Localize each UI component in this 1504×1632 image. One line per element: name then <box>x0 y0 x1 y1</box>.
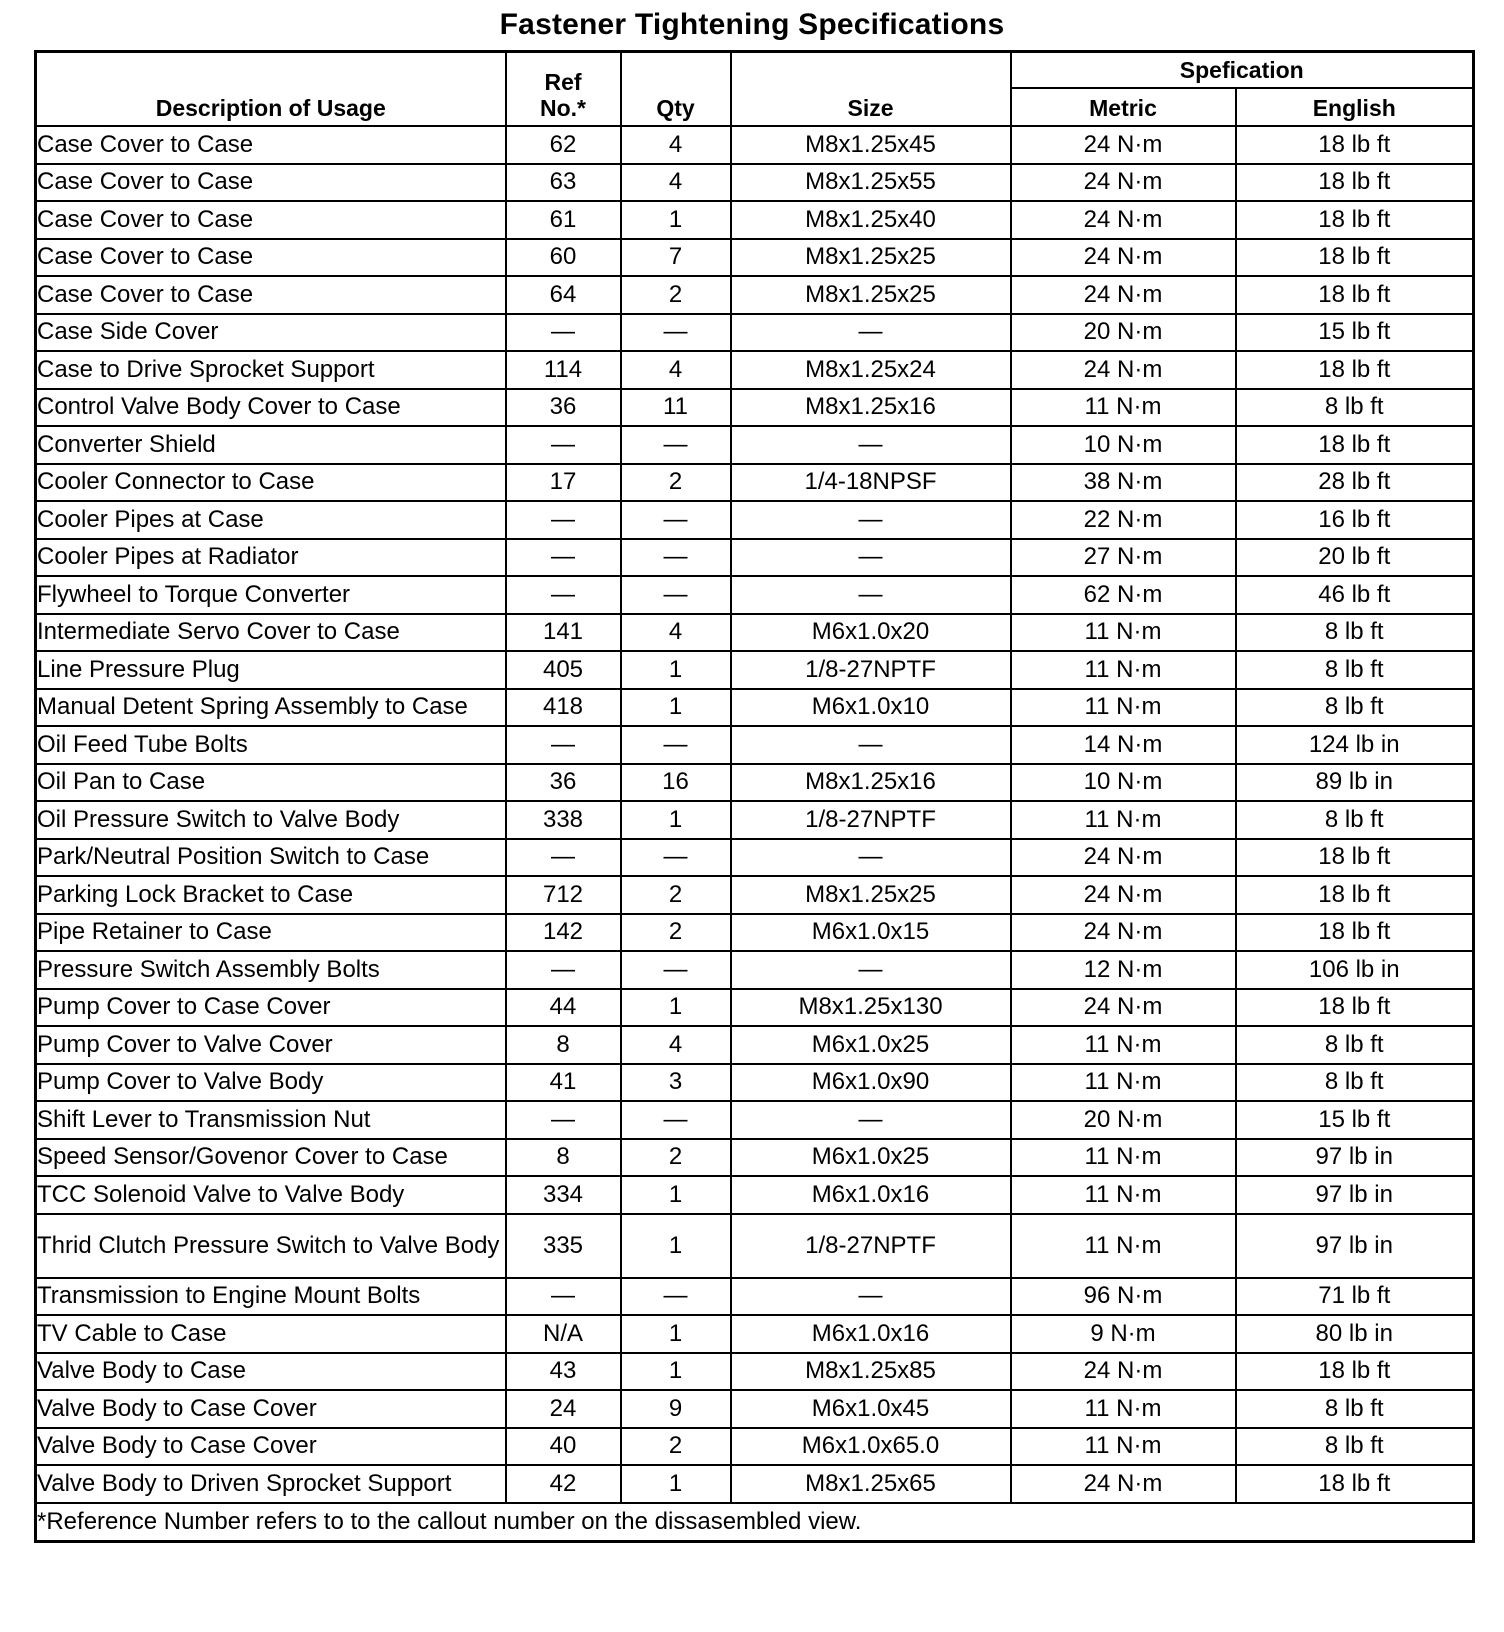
table-row <box>36 576 1474 614</box>
cell-english: 18 lb ft <box>1236 914 1474 952</box>
cell-size: M8x1.25x25 <box>731 876 1011 914</box>
table-row <box>36 1139 1474 1177</box>
cell-qty: 3 <box>621 1064 731 1102</box>
cell-size: M8x1.25x25 <box>731 239 1011 277</box>
cell-qty: 1 <box>621 1214 731 1278</box>
header-english: English <box>1236 88 1474 126</box>
cell-qty: — <box>621 839 731 877</box>
cell-qty: 1 <box>621 989 731 1027</box>
table-row <box>36 1101 1474 1139</box>
cell-english: 15 lb ft <box>1236 314 1474 352</box>
cell-metric: 24 N·m <box>1011 351 1236 389</box>
cell-description: Valve Body to Case Cover <box>36 1390 506 1428</box>
cell-english: 89 lb in <box>1236 764 1474 802</box>
cell-metric: 11 N·m <box>1011 1390 1236 1428</box>
cell-size: — <box>731 539 1011 577</box>
cell-size: — <box>731 1101 1011 1139</box>
cell-qty: 1 <box>621 1176 731 1214</box>
cell-qty: 2 <box>621 464 731 502</box>
footnote-row <box>36 1503 1474 1542</box>
cell-size: — <box>731 839 1011 877</box>
cell-ref-no: 63 <box>506 164 621 202</box>
cell-ref-no: 405 <box>506 651 621 689</box>
cell-ref-no: 61 <box>506 201 621 239</box>
cell-size: M8x1.25x16 <box>731 764 1011 802</box>
cell-ref-no: 41 <box>506 1064 621 1102</box>
cell-ref-no: 338 <box>506 801 621 839</box>
cell-english: 106 lb in <box>1236 951 1474 989</box>
cell-qty: 1 <box>621 1315 731 1353</box>
cell-metric: 11 N·m <box>1011 1026 1236 1064</box>
table-row <box>36 239 1474 277</box>
table-row <box>36 876 1474 914</box>
cell-english: 8 lb ft <box>1236 614 1474 652</box>
cell-metric: 22 N·m <box>1011 501 1236 539</box>
cell-size: M8x1.25x65 <box>731 1465 1011 1503</box>
cell-metric: 11 N·m <box>1011 614 1236 652</box>
cell-ref-no: — <box>506 1101 621 1139</box>
table-row <box>36 1026 1474 1064</box>
cell-english: 97 lb in <box>1236 1214 1474 1278</box>
table-row <box>36 1176 1474 1214</box>
cell-size: M6x1.0x10 <box>731 689 1011 727</box>
cell-size: 1/8-27NPTF <box>731 1214 1011 1278</box>
table-row <box>36 1278 1474 1316</box>
cell-english: 18 lb ft <box>1236 239 1474 277</box>
cell-ref-no: 62 <box>506 126 621 164</box>
table-row <box>36 351 1474 389</box>
cell-qty: — <box>621 426 731 464</box>
cell-metric: 11 N·m <box>1011 389 1236 427</box>
cell-english: 18 lb ft <box>1236 989 1474 1027</box>
cell-english: 28 lb ft <box>1236 464 1474 502</box>
cell-ref-no: 64 <box>506 276 621 314</box>
cell-ref-no: 17 <box>506 464 621 502</box>
cell-english: 18 lb ft <box>1236 276 1474 314</box>
cell-size: M6x1.0x90 <box>731 1064 1011 1102</box>
cell-description: TV Cable to Case <box>36 1315 506 1353</box>
cell-english: 124 lb in <box>1236 726 1474 764</box>
page-title: Fastener Tightening Specifications <box>499 8 1005 41</box>
cell-ref-no: — <box>506 426 621 464</box>
cell-description: Case Cover to Case <box>36 239 506 277</box>
table-row <box>36 126 1474 164</box>
cell-ref-no: 712 <box>506 876 621 914</box>
cell-metric: 9 N·m <box>1011 1315 1236 1353</box>
cell-description: Oil Pressure Switch to Valve Body <box>36 801 506 839</box>
cell-description: Oil Pan to Case <box>36 764 506 802</box>
cell-description: Case Cover to Case <box>36 201 506 239</box>
cell-qty: 2 <box>621 1428 731 1466</box>
cell-metric: 96 N·m <box>1011 1278 1236 1316</box>
cell-metric: 12 N·m <box>1011 951 1236 989</box>
cell-qty: — <box>621 501 731 539</box>
header-ref-no <box>506 52 621 127</box>
cell-metric: 11 N·m <box>1011 1428 1236 1466</box>
cell-qty: — <box>621 576 731 614</box>
cell-english: 18 lb ft <box>1236 1465 1474 1503</box>
cell-ref-no: 334 <box>506 1176 621 1214</box>
cell-size: M6x1.0x15 <box>731 914 1011 952</box>
cell-description: Case Cover to Case <box>36 164 506 202</box>
cell-ref-no: — <box>506 839 621 877</box>
cell-ref-no: — <box>506 539 621 577</box>
table-row <box>36 314 1474 352</box>
cell-description: Valve Body to Case <box>36 1353 506 1391</box>
cell-metric: 27 N·m <box>1011 539 1236 577</box>
cell-ref-no: 43 <box>506 1353 621 1391</box>
cell-ref-no: N/A <box>506 1315 621 1353</box>
cell-ref-no: — <box>506 314 621 352</box>
cell-size: — <box>731 951 1011 989</box>
footnote: *Reference Number refers to to the callout number on the dissasembled view. <box>36 1503 1474 1542</box>
table-footer <box>36 1503 1474 1542</box>
cell-metric: 24 N·m <box>1011 914 1236 952</box>
header-metric: Metric <box>1011 88 1236 126</box>
cell-size: M8x1.25x25 <box>731 276 1011 314</box>
table-row <box>36 1428 1474 1466</box>
cell-qty: 4 <box>621 614 731 652</box>
cell-size: M8x1.25x45 <box>731 126 1011 164</box>
cell-english: 18 lb ft <box>1236 164 1474 202</box>
cell-metric: 24 N·m <box>1011 126 1236 164</box>
cell-qty: 4 <box>621 126 731 164</box>
cell-metric: 20 N·m <box>1011 314 1236 352</box>
cell-ref-no: — <box>506 1278 621 1316</box>
cell-metric: 24 N·m <box>1011 876 1236 914</box>
cell-qty: 7 <box>621 239 731 277</box>
cell-size: M6x1.0x25 <box>731 1139 1011 1177</box>
cell-metric: 11 N·m <box>1011 801 1236 839</box>
cell-ref-no: 36 <box>506 389 621 427</box>
header-qty: Qty <box>621 52 731 127</box>
cell-metric: 11 N·m <box>1011 1214 1236 1278</box>
table-row <box>36 1064 1474 1102</box>
cell-size: M6x1.0x25 <box>731 1026 1011 1064</box>
table-row <box>36 276 1474 314</box>
cell-metric: 10 N·m <box>1011 426 1236 464</box>
cell-description: Pressure Switch Assembly Bolts <box>36 951 506 989</box>
cell-size: — <box>731 576 1011 614</box>
cell-qty: 2 <box>621 876 731 914</box>
cell-metric: 24 N·m <box>1011 276 1236 314</box>
cell-qty: 9 <box>621 1390 731 1428</box>
cell-description: Shift Lever to Transmission Nut <box>36 1101 506 1139</box>
table-header <box>36 52 1474 127</box>
cell-ref-no: 36 <box>506 764 621 802</box>
cell-english: 15 lb ft <box>1236 1101 1474 1139</box>
cell-description: Cooler Pipes at Case <box>36 501 506 539</box>
cell-english: 8 lb ft <box>1236 389 1474 427</box>
cell-description: Cooler Pipes at Radiator <box>36 539 506 577</box>
cell-size: M8x1.25x55 <box>731 164 1011 202</box>
table-row <box>36 1214 1474 1278</box>
cell-metric: 24 N·m <box>1011 201 1236 239</box>
table-body <box>36 126 1474 1503</box>
cell-size: — <box>731 1278 1011 1316</box>
cell-qty: 4 <box>621 351 731 389</box>
cell-size: 1/8-27NPTF <box>731 801 1011 839</box>
cell-description: Thrid Clutch Pressure Switch to Valve Body <box>36 1214 506 1278</box>
cell-qty: — <box>621 539 731 577</box>
cell-english: 8 lb ft <box>1236 1026 1474 1064</box>
cell-english: 97 lb in <box>1236 1176 1474 1214</box>
cell-metric: 24 N·m <box>1011 839 1236 877</box>
cell-ref-no: 44 <box>506 989 621 1027</box>
cell-ref-no: — <box>506 501 621 539</box>
cell-description: Transmission to Engine Mount Bolts <box>36 1278 506 1316</box>
cell-size: — <box>731 726 1011 764</box>
table-row <box>36 539 1474 577</box>
header-ref-line1: Ref <box>544 69 582 95</box>
cell-size: — <box>731 501 1011 539</box>
cell-description: Valve Body to Driven Sprocket Support <box>36 1465 506 1503</box>
cell-qty: 1 <box>621 201 731 239</box>
cell-description: Line Pressure Plug <box>36 651 506 689</box>
cell-qty: — <box>621 951 731 989</box>
table-row <box>36 914 1474 952</box>
cell-description: Valve Body to Case Cover <box>36 1428 506 1466</box>
table-row <box>36 164 1474 202</box>
cell-ref-no: 141 <box>506 614 621 652</box>
table-row <box>36 989 1474 1027</box>
cell-description: Pump Cover to Valve Cover <box>36 1026 506 1064</box>
cell-description: Converter Shield <box>36 426 506 464</box>
cell-size: 1/4-18NPSF <box>731 464 1011 502</box>
cell-metric: 10 N·m <box>1011 764 1236 802</box>
cell-metric: 38 N·m <box>1011 464 1236 502</box>
cell-description: Manual Detent Spring Assembly to Case <box>36 689 506 727</box>
cell-english: 8 lb ft <box>1236 1064 1474 1102</box>
cell-size: — <box>731 426 1011 464</box>
cell-ref-no: 42 <box>506 1465 621 1503</box>
cell-description: Parking Lock Bracket to Case <box>36 876 506 914</box>
cell-english: 20 lb ft <box>1236 539 1474 577</box>
cell-ref-no: 142 <box>506 914 621 952</box>
cell-size: — <box>731 314 1011 352</box>
cell-english: 18 lb ft <box>1236 351 1474 389</box>
cell-english: 46 lb ft <box>1236 576 1474 614</box>
cell-qty: 16 <box>621 764 731 802</box>
cell-description: Case Cover to Case <box>36 276 506 314</box>
table-row <box>36 689 1474 727</box>
cell-ref-no: 8 <box>506 1139 621 1177</box>
cell-size: M8x1.25x40 <box>731 201 1011 239</box>
cell-qty: 1 <box>621 651 731 689</box>
cell-description: Oil Feed Tube Bolts <box>36 726 506 764</box>
cell-metric: 24 N·m <box>1011 1465 1236 1503</box>
fastener-spec-table <box>34 50 1475 1543</box>
header-ref-line2: No.* <box>540 95 586 121</box>
cell-english: 18 lb ft <box>1236 876 1474 914</box>
cell-english: 16 lb ft <box>1236 501 1474 539</box>
cell-metric: 11 N·m <box>1011 1064 1236 1102</box>
table-row <box>36 839 1474 877</box>
cell-size: M8x1.25x16 <box>731 389 1011 427</box>
cell-size: M8x1.25x85 <box>731 1353 1011 1391</box>
cell-english: 8 lb ft <box>1236 801 1474 839</box>
cell-size: M8x1.25x24 <box>731 351 1011 389</box>
cell-english: 18 lb ft <box>1236 426 1474 464</box>
cell-description: Park/Neutral Position Switch to Case <box>36 839 506 877</box>
table-row <box>36 1465 1474 1503</box>
cell-size: M6x1.0x16 <box>731 1176 1011 1214</box>
cell-description: Pump Cover to Valve Body <box>36 1064 506 1102</box>
cell-metric: 14 N·m <box>1011 726 1236 764</box>
cell-ref-no: 114 <box>506 351 621 389</box>
cell-description: Case Side Cover <box>36 314 506 352</box>
table-row <box>36 426 1474 464</box>
header-row-top <box>36 52 1474 89</box>
cell-size: M8x1.25x130 <box>731 989 1011 1027</box>
table-row <box>36 464 1474 502</box>
cell-english: 80 lb in <box>1236 1315 1474 1353</box>
cell-metric: 11 N·m <box>1011 1139 1236 1177</box>
cell-ref-no: — <box>506 726 621 764</box>
cell-english: 8 lb ft <box>1236 1390 1474 1428</box>
table-row <box>36 201 1474 239</box>
cell-qty: 11 <box>621 389 731 427</box>
cell-qty: 2 <box>621 276 731 314</box>
cell-metric: 24 N·m <box>1011 1353 1236 1391</box>
cell-ref-no: — <box>506 951 621 989</box>
cell-qty: 2 <box>621 1139 731 1177</box>
cell-qty: 1 <box>621 689 731 727</box>
cell-description: Case Cover to Case <box>36 126 506 164</box>
cell-ref-no: 40 <box>506 1428 621 1466</box>
cell-description: Cooler Connector to Case <box>36 464 506 502</box>
table-row <box>36 501 1474 539</box>
cell-size: 1/8-27NPTF <box>731 651 1011 689</box>
cell-description: Pump Cover to Case Cover <box>36 989 506 1027</box>
cell-english: 8 lb ft <box>1236 1428 1474 1466</box>
cell-english: 18 lb ft <box>1236 1353 1474 1391</box>
table-row <box>36 614 1474 652</box>
cell-size: M6x1.0x16 <box>731 1315 1011 1353</box>
cell-ref-no: — <box>506 576 621 614</box>
cell-description: Pipe Retainer to Case <box>36 914 506 952</box>
cell-metric: 11 N·m <box>1011 689 1236 727</box>
header-specification-group: Spefication <box>1011 52 1474 89</box>
cell-description: Flywheel to Torque Converter <box>36 576 506 614</box>
cell-description: Case to Drive Sprocket Support <box>36 351 506 389</box>
cell-english: 18 lb ft <box>1236 201 1474 239</box>
cell-qty: — <box>621 314 731 352</box>
cell-english: 18 lb ft <box>1236 839 1474 877</box>
cell-qty: — <box>621 726 731 764</box>
cell-description: TCC Solenoid Valve to Valve Body <box>36 1176 506 1214</box>
cell-metric: 62 N·m <box>1011 576 1236 614</box>
cell-metric: 20 N·m <box>1011 1101 1236 1139</box>
table-row <box>36 1390 1474 1428</box>
cell-english: 8 lb ft <box>1236 651 1474 689</box>
cell-metric: 11 N·m <box>1011 1176 1236 1214</box>
cell-metric: 11 N·m <box>1011 651 1236 689</box>
cell-qty: — <box>621 1101 731 1139</box>
header-description: Description of Usage <box>36 52 506 127</box>
header-size: Size <box>731 52 1011 127</box>
cell-description: Control Valve Body Cover to Case <box>36 389 506 427</box>
cell-description: Speed Sensor/Govenor Cover to Case <box>36 1139 506 1177</box>
cell-qty: 2 <box>621 914 731 952</box>
cell-metric: 24 N·m <box>1011 989 1236 1027</box>
cell-ref-no: 418 <box>506 689 621 727</box>
cell-qty: 1 <box>621 1465 731 1503</box>
cell-size: M6x1.0x45 <box>731 1390 1011 1428</box>
table-row <box>36 651 1474 689</box>
cell-english: 71 lb ft <box>1236 1278 1474 1316</box>
cell-english: 18 lb ft <box>1236 126 1474 164</box>
table-row <box>36 764 1474 802</box>
cell-ref-no: 60 <box>506 239 621 277</box>
cell-size: M6x1.0x65.0 <box>731 1428 1011 1466</box>
cell-description: Intermediate Servo Cover to Case <box>36 614 506 652</box>
table-row <box>36 1353 1474 1391</box>
cell-qty: 1 <box>621 1353 731 1391</box>
cell-qty: 1 <box>621 801 731 839</box>
cell-ref-no: 335 <box>506 1214 621 1278</box>
cell-size: M6x1.0x20 <box>731 614 1011 652</box>
table-row <box>36 801 1474 839</box>
cell-ref-no: 24 <box>506 1390 621 1428</box>
table-row <box>36 389 1474 427</box>
table-row <box>36 726 1474 764</box>
table-row <box>36 951 1474 989</box>
table-row <box>36 1315 1474 1353</box>
cell-metric: 24 N·m <box>1011 164 1236 202</box>
cell-english: 97 lb in <box>1236 1139 1474 1177</box>
cell-metric: 24 N·m <box>1011 239 1236 277</box>
cell-qty: — <box>621 1278 731 1316</box>
cell-english: 8 lb ft <box>1236 689 1474 727</box>
cell-qty: 4 <box>621 164 731 202</box>
cell-qty: 4 <box>621 1026 731 1064</box>
cell-ref-no: 8 <box>506 1026 621 1064</box>
